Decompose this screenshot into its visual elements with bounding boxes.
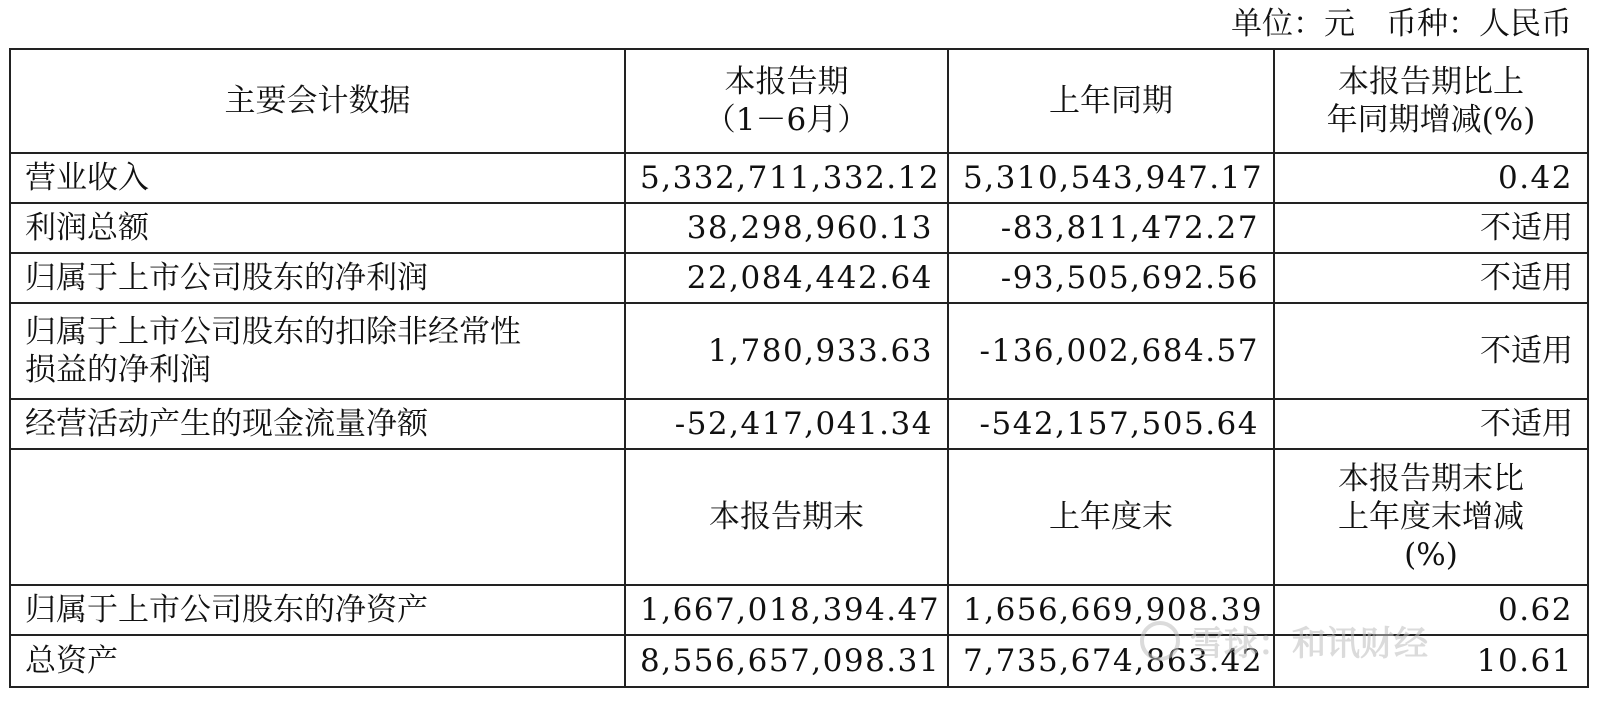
current-value: 38,298,960.13: [625, 203, 948, 253]
row-label: [10, 303, 625, 399]
row-label: 经营活动产生的现金流量净额: [10, 399, 625, 449]
change-value: 不适用: [1274, 253, 1588, 303]
change-value: 0.42: [1274, 153, 1588, 203]
prior-value: 1,656,669,908.39: [948, 585, 1274, 635]
current-value: 22,084,442.64: [625, 253, 948, 303]
prior-value: -542,157,505.64: [948, 399, 1274, 449]
header-line: 本报告期比上: [1338, 64, 1524, 100]
current-value: 5,332,711,332.12: [625, 153, 948, 203]
table-row: [10, 203, 1588, 253]
header-cell: [625, 49, 948, 153]
table-row: [10, 635, 1588, 687]
table-header-row: [10, 449, 1588, 585]
prior-value: 5,310,543,947.17: [948, 153, 1274, 203]
header-cell: [1274, 49, 1588, 153]
current-value: 1,780,933.63: [625, 303, 948, 399]
current-value: 8,556,657,098.31: [625, 635, 948, 687]
financial-data-table: [9, 48, 1589, 688]
table-row: [10, 303, 1588, 399]
watermark-text: 雪球：和讯财经: [1190, 624, 1428, 664]
current-value: 1,667,018,394.47: [625, 585, 948, 635]
row-label: 归属于上市公司股东的净资产: [10, 585, 625, 635]
row-label-line: 损益的净利润: [25, 352, 211, 388]
header-line: 本报告期: [724, 64, 849, 100]
header-line: 本报告期末比: [1338, 461, 1524, 497]
row-label-line: 归属于上市公司股东的扣除非经常性: [25, 314, 521, 350]
change-value: 不适用: [1274, 303, 1588, 399]
header-cell: [10, 449, 625, 585]
change-value: 不适用: [1274, 203, 1588, 253]
prior-value: -83,811,472.27: [948, 203, 1274, 253]
table-row: [10, 585, 1588, 635]
prior-value: -93,505,692.56: [948, 253, 1274, 303]
current-value: -52,417,041.34: [625, 399, 948, 449]
unit-currency-note: 单位：元 币种：人民币: [1231, 6, 1572, 42]
table-row: [10, 153, 1588, 203]
prior-value: -136,002,684.57: [948, 303, 1274, 399]
header-line: （1－6月）: [704, 102, 869, 138]
table-header-row: [10, 49, 1588, 153]
header-cell: 上年同期: [948, 49, 1274, 153]
table-row: [10, 253, 1588, 303]
row-label: 总资产: [10, 635, 625, 687]
header-line: (%): [1404, 537, 1458, 573]
change-value: 不适用: [1274, 399, 1588, 449]
change-value: 0.62: [1274, 585, 1588, 635]
row-label: 营业收入: [10, 153, 625, 203]
table-row: [10, 399, 1588, 449]
prior-value: 7,735,674,863.42: [948, 635, 1274, 687]
header-line: 年同期增减(%): [1326, 102, 1536, 138]
row-label: 利润总额: [10, 203, 625, 253]
header-cell: [1274, 449, 1588, 585]
header-cell: 上年度末: [948, 449, 1274, 585]
header-cell: 本报告期末: [625, 449, 948, 585]
row-label: 归属于上市公司股东的净利润: [10, 253, 625, 303]
change-value: 10.61: [1274, 635, 1588, 687]
header-line: 上年度末增减: [1338, 499, 1524, 535]
header-cell: 主要会计数据: [10, 49, 625, 153]
